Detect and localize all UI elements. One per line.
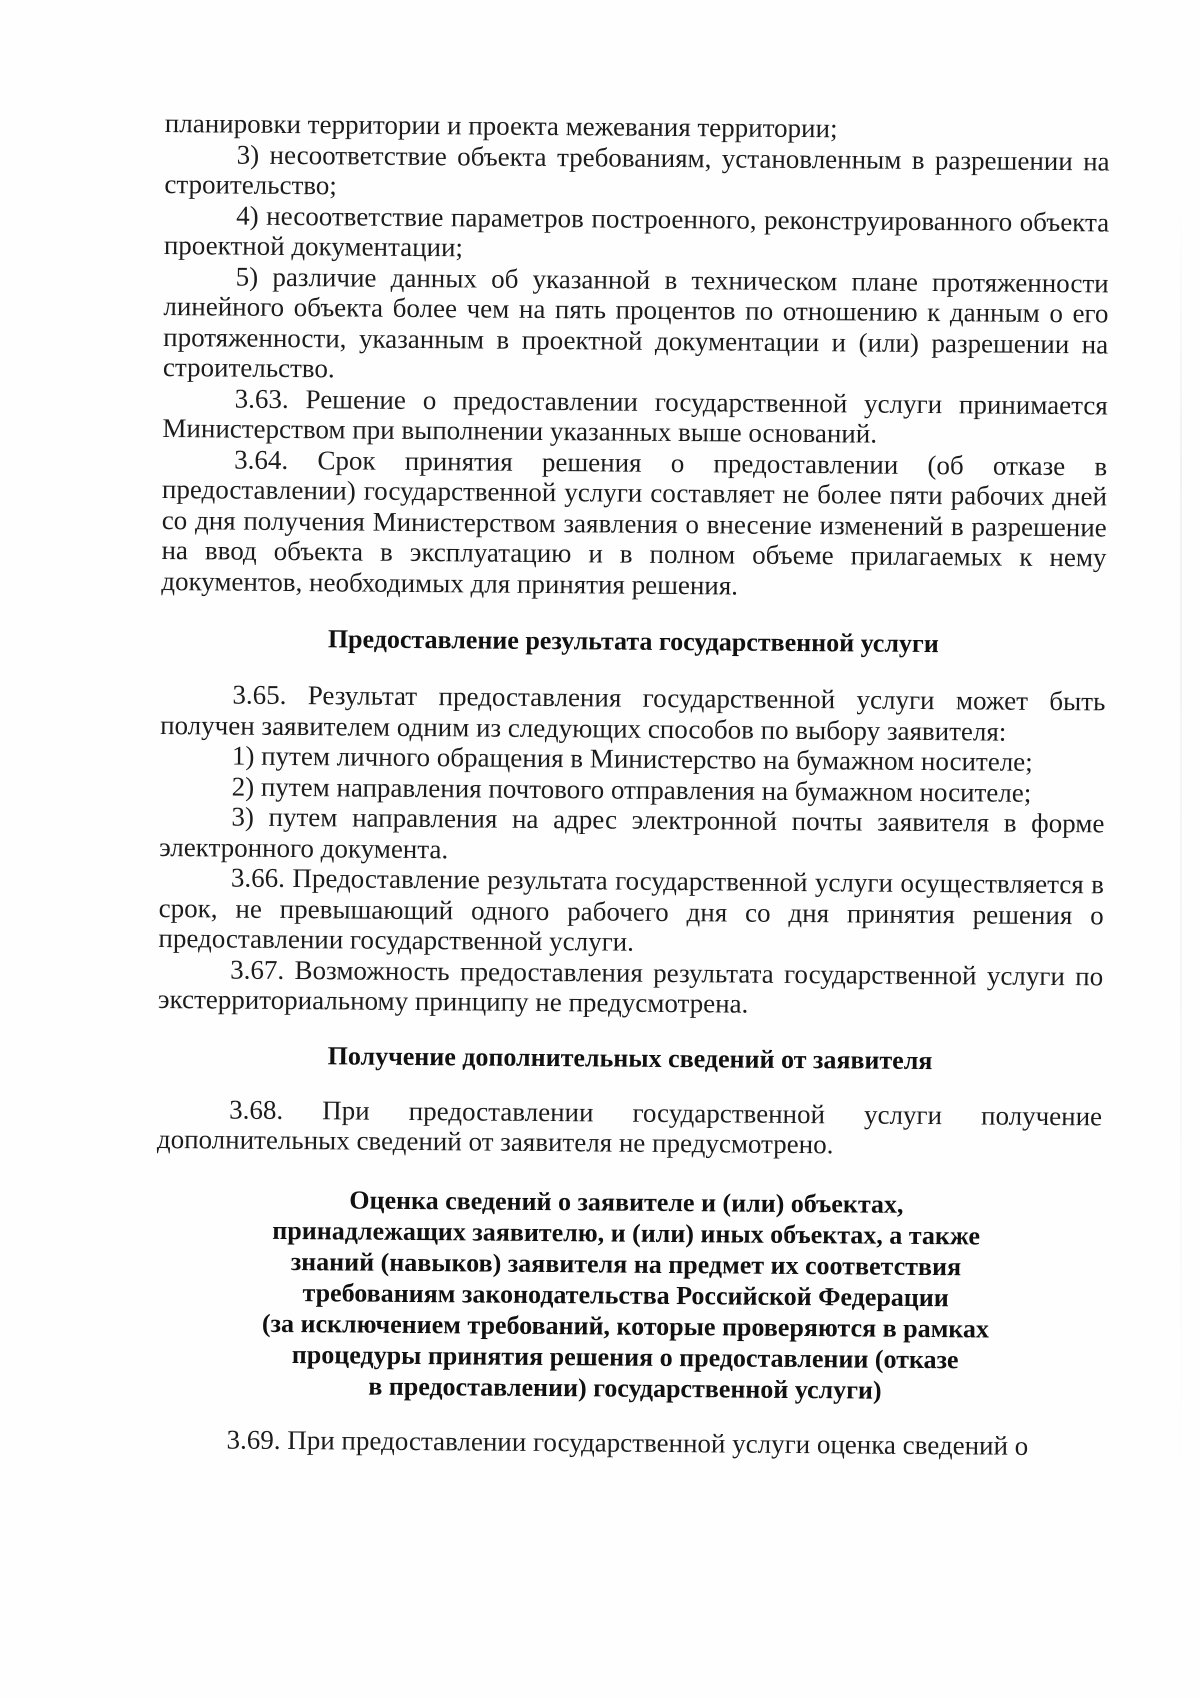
paragraph-item-5: 5) различие данных об указанной в техническом плане протяженности линейного объекта более чем на пять процентов по отношению к данным о его протяженности, указанным в проектной документации и (или) разрешении на строительство. (162, 261, 1109, 384)
heading-line: Оценка сведений о заявителе и (или) объектах, (349, 1184, 904, 1219)
paragraph-3-65: 3.65. Результат предоставления государственной услуги может быть получен заявителем одним из следующих способов по выбору заявителя: (160, 679, 1106, 747)
paragraph-3-63: 3.63. Решение о предоставлении государственной услуги принимается Министерством при выполнении указанных выше оснований. (162, 383, 1108, 449)
paragraph-3-66: 3.66. Предоставление результата государственной услуги осуществляется в срок, не превышающий одного рабочего дня со дня принятия решения о предоставлении государственной услуги. (158, 862, 1105, 957)
paragraph-option-1: 1) путем личного обращения в Министерство на бумажном носителе; (231, 740, 1033, 777)
heading-line: принадлежащих заявителю, и (или) иных объектах, а также (272, 1215, 981, 1250)
paragraph-3-64: 3.64. Срок принятия решения о предоставлении (об отказе в предоставлении) государственной услуги составляет не более пяти рабочих дней со дня получения Министерством заявления о внесение изменений в разрешение на ввод объекта в эксплуатацию и в полном объеме прилагаемых к нему документов, необходимых для принятия решения. (161, 444, 1108, 601)
heading-line: требованиям законодательства Российской Федерации (302, 1277, 949, 1312)
heading-line: знаний (навыков) заявителя на предмет их соответствия (290, 1246, 962, 1281)
paragraph-option-3: 3) путем направления на адрес электронной почты заявителя в форме электронного документа. (159, 801, 1105, 864)
paragraph-continuation: планировки территории и проекта межевания территории; (164, 108, 838, 144)
section-heading-result: Предоставление результата государственной услуги (327, 624, 939, 659)
heading-line: (за исключением требований, которые проверяются в рамках (261, 1308, 990, 1344)
paragraph-3-67: 3.67. Возможность предоставления результата государственной услуги по экстерриториальному принципу не предусмотрена. (157, 954, 1104, 1019)
paragraph-item-3: 3) несоответствие объекта требованиям, установленным в разрешении на строительство; (164, 139, 1110, 201)
paragraph-option-2: 2) путем направления почтового отправления на бумажном носителе; (231, 771, 1032, 808)
document-body (154, 108, 1110, 1461)
section-heading-assessment (215, 1183, 1037, 1406)
paragraph-item-4: 4) несоответствие параметров построенного, реконструированного объекта проектной документации; (163, 200, 1110, 263)
heading-line: в предоставлении) государственной услуги) (368, 1371, 882, 1405)
paragraph-3-68: 3.68. При предоставлении государственной услуги получение дополнительных сведений от заявителя не предусмотрено. (156, 1094, 1103, 1160)
heading-line: процедуры принятия решения о предоставлении (отказе (291, 1339, 959, 1374)
scan-edge-shadow (1180, 200, 1182, 1500)
section-heading-additional-info: Получение дополнительных сведений от заявителя (327, 1040, 933, 1075)
paragraph-3-69: 3.69. При предоставлении государственной услуги оценка сведений о (226, 1424, 1029, 1461)
